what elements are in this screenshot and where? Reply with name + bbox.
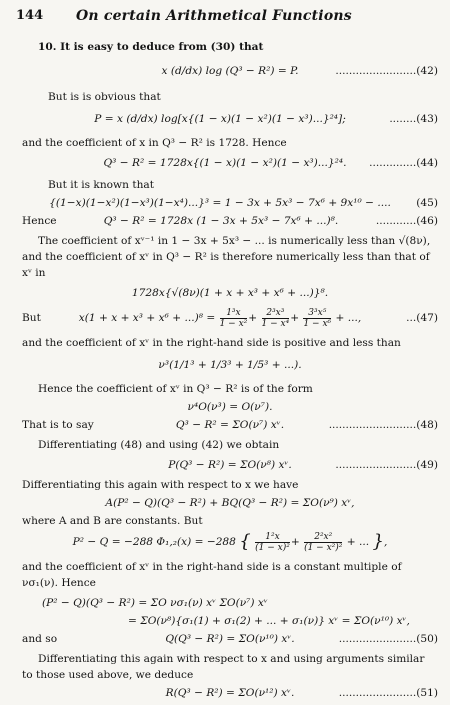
text-line: xᵛ in <box>22 267 46 279</box>
text-line: But it is known that <box>48 179 154 191</box>
equation-42: x (d/dx) log (Q³ − R²) = P. ........................(42) <box>161 65 438 77</box>
fraction: $\frac{\text{2²x²}}{\text{(1 − x²)²}}$ <box>304 531 343 553</box>
equation-unnumbered: ν³(1/1³ + 1/3³ + 1/5³ + ...). <box>158 359 302 371</box>
text-line: νσ₁(ν). Hence <box>22 577 96 589</box>
text-line: But is is obvious that <box>48 91 161 103</box>
equation-46: Hence Q³ − R² = 1728x (1 − 3x + 5x³ − 7x⁶ + ...)⁸. ............(46) <box>22 215 438 227</box>
equation-48: That is to say Q³ − R² = ΣO(ν⁷) xᵛ. ..........................(48) <box>22 419 438 431</box>
running-title: On certain Arithmetical Functions <box>76 8 352 24</box>
fraction: $\frac{\text{1³x}}{\text{1 − x²}}$ <box>219 307 248 329</box>
text-line: Differentiating this again with respect to x we have <box>22 479 299 491</box>
text-line: The coefficient of xᵛ⁻¹ in 1 − 3x + 5x³ − ... is numerically less than √(8ν), <box>38 235 431 247</box>
text-line: and the coefficient of x in Q³ − R² is 1728. Hence <box>22 137 287 149</box>
equation-51: R(Q³ − R²) = ΣO(ν¹²) xᵛ. .......................(51) <box>165 687 438 699</box>
equation-49: P(Q³ − R²) = ΣO(ν⁸) xᵛ. ........................(49) <box>168 459 438 471</box>
text-line: to those used above, we deduce <box>22 669 194 681</box>
fraction: $\frac{\text{1²x}}{\text{(1 − x)²}}$ <box>255 531 290 553</box>
equation-43: P = x (d/dx) log[x{(1 − x)(1 − x²)(1 − x³)...}²⁴]; ........(43) <box>94 113 438 125</box>
text-line: Differentiating (48) and using (42) we obtain <box>38 439 280 451</box>
equation-unnumbered: = ΣO(ν⁸){σ₁(1) + σ₁(2) + ... + σ₁(ν)} xᵛ = ΣO(ν¹⁰) xᵛ, <box>128 615 410 627</box>
equation-47: But x(1 + x + x³ + x⁶ + ...)⁸ = $\frac{\text{1³x}}{\text{1 − x²}}$ + $\frac{\text{2³x³}}{\text{1 − x⁴}}$ + $\frac{\text{3³x⁵}}{\text{1 − x⁶}}$ + ..., ...(47) <box>22 307 438 329</box>
text-line: and the coefficient of xᵛ in the right-hand side is positive and less than <box>22 337 401 349</box>
equation-unnumbered: ν⁴O(ν³) = O(ν⁷). <box>187 401 273 413</box>
page-number: 144 <box>16 8 44 23</box>
section-10-intro: 10. It is easy to deduce from (30) that <box>38 41 264 53</box>
equation-unnumbered: 1728x{√(8ν)(1 + x + x³ + x⁶ + ...)}⁸. <box>131 287 329 299</box>
equation-unnumbered: A(P² − Q)(Q³ − R²) + BQ(Q³ − R²) = ΣO(ν⁹) xᵛ, <box>105 497 355 509</box>
text-line: where A and B are constants. But <box>22 515 203 527</box>
equation-44: Q³ − R² = 1728x{(1 − x)(1 − x²)(1 − x³)...}²⁴. ..............(44) <box>103 157 438 169</box>
equation-unnumbered: P² − Q = −288 Φ₁,₂(x) = −288 { $\frac{\text{1²x}}{\text{(1 − x)²}}$ + $\frac{\text{2²x²}}{\text{(1 − x²)²}}$ + ... }, <box>72 531 388 553</box>
fraction: $\frac{\text{2³x³}}{\text{1 − x⁴}}$ <box>261 307 290 329</box>
text-line: and the coefficient of xᵛ in Q³ − R² is therefore numerically less than that of <box>22 251 430 263</box>
fraction: $\frac{\text{3³x⁵}}{\text{1 − x⁶}}$ <box>303 307 332 329</box>
running-header <box>16 6 438 28</box>
text-line: and the coefficient of xᵛ in the right-hand side is a constant multiple of <box>22 561 402 573</box>
equation-50: and so Q(Q³ − R²) = ΣO(ν¹⁰) xᵛ. .......................(50) <box>22 633 438 645</box>
equation-unnumbered: (P² − Q)(Q³ − R²) = ΣO νσ₁(ν) xᵛ ΣO(ν⁷) xᵛ <box>42 597 268 609</box>
text-line: Hence the coefficient of xᵛ in Q³ − R² is of the form <box>38 383 313 395</box>
equation-45: {(1−x)(1−x²)(1−x³)(1−x⁴)...}³ = 1 − 3x + 5x³ − 7x⁶ + 9x¹⁰ − .... (45) <box>49 197 438 209</box>
text-line: Differentiating this again with respect to x and using arguments similar <box>38 653 425 665</box>
